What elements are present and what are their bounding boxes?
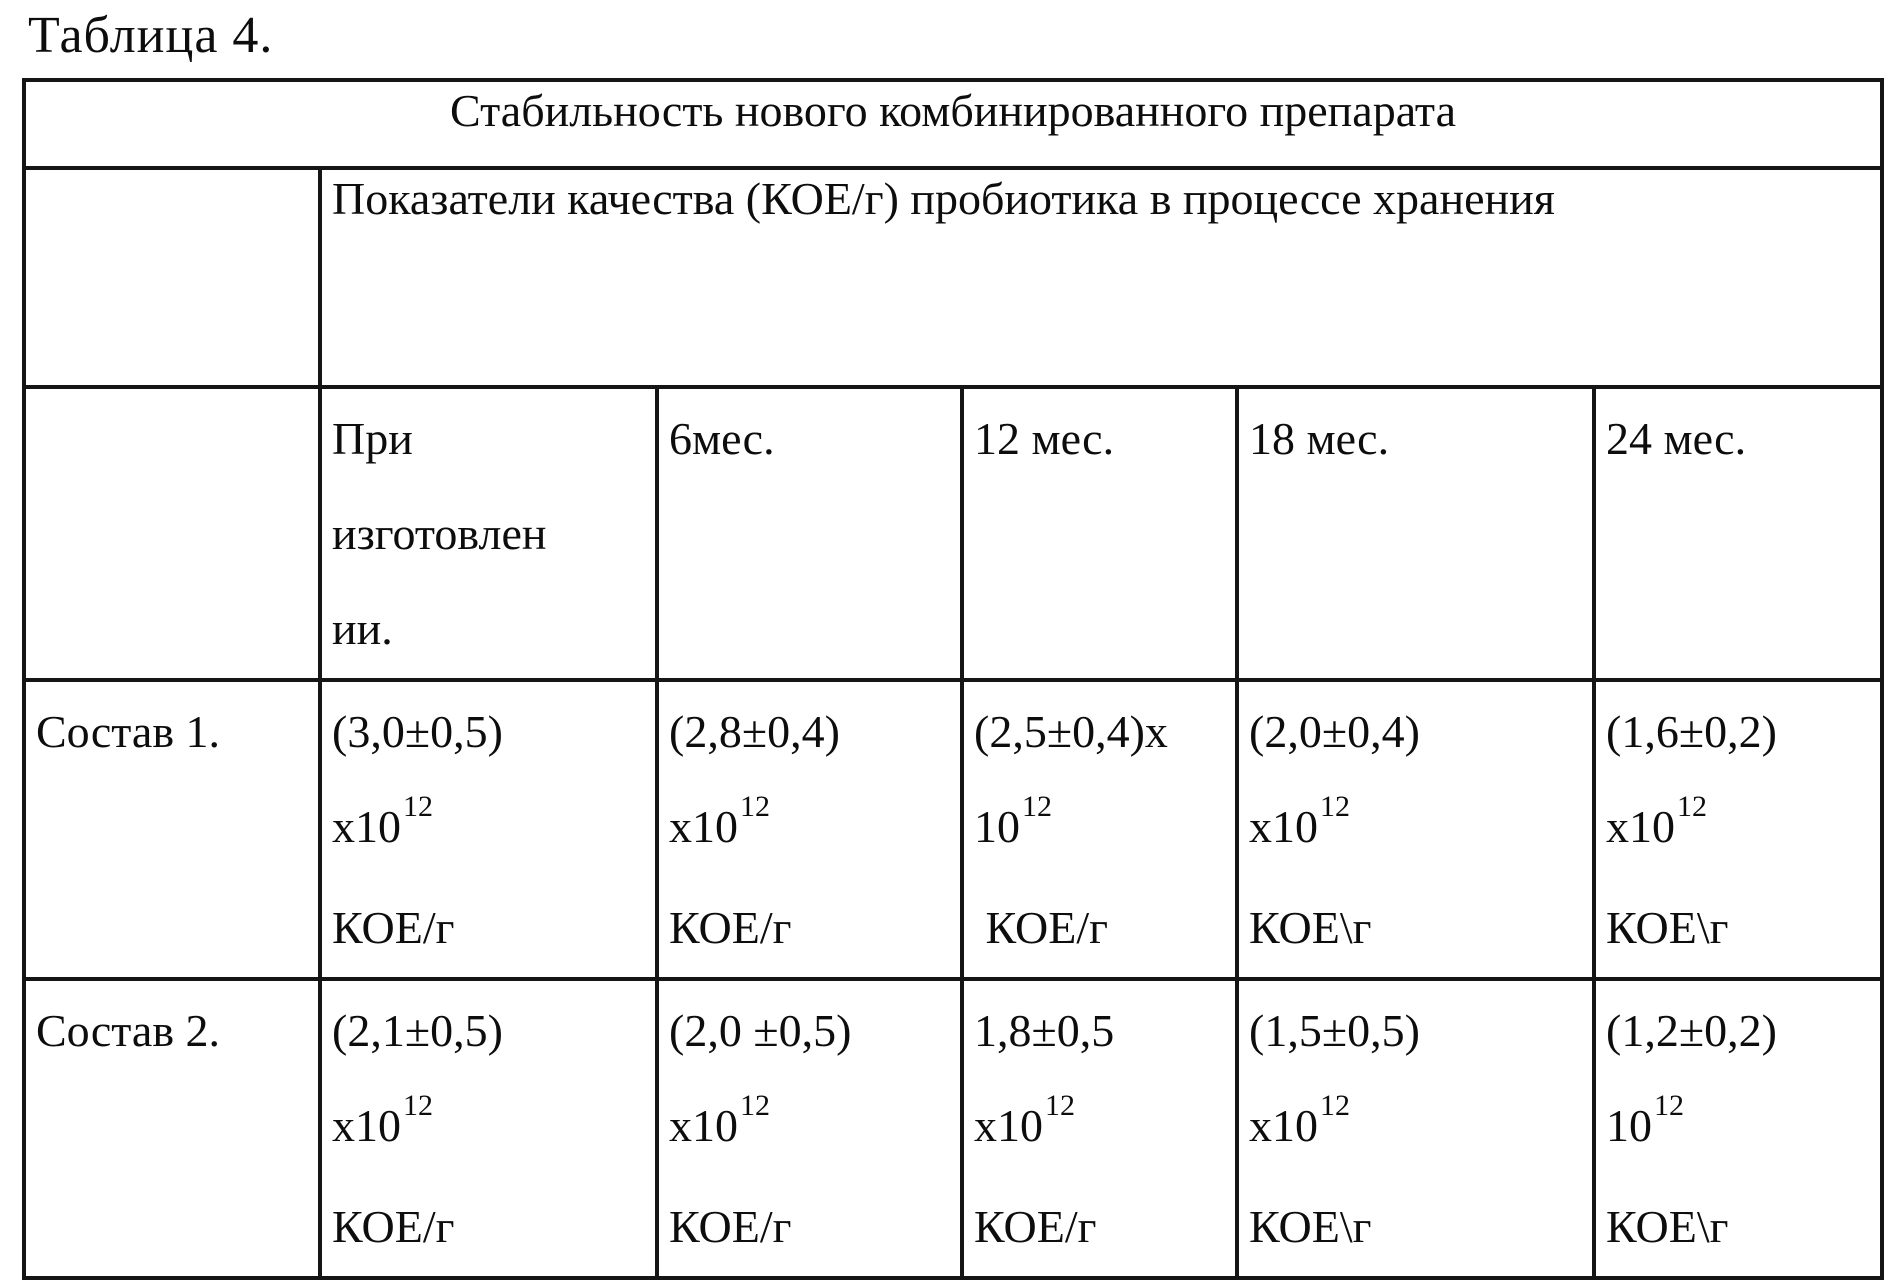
stub-cell-empty-2 — [24, 387, 320, 680]
cell-unit: КОЕ\г — [1606, 902, 1729, 953]
cell-unit: КОЕ/г — [669, 1201, 792, 1252]
cell-unit: КОЕ\г — [1249, 1201, 1372, 1252]
col-header-6-months — [657, 387, 962, 680]
power-base: х10 — [974, 1100, 1043, 1151]
cell-power — [1249, 779, 1582, 880]
cell-value: (2,1±0,5) — [332, 1005, 503, 1056]
header-line: ии. — [332, 603, 393, 654]
cell-power — [669, 1078, 950, 1179]
power-exponent: 12 — [403, 1089, 433, 1122]
cell-unit: КОЕ/г — [974, 902, 1109, 953]
header-line: При — [332, 413, 413, 464]
power-exponent: 12 — [1022, 790, 1052, 823]
cell-value: (3,0±0,5) — [332, 706, 503, 757]
power-exponent: 12 — [1677, 790, 1707, 823]
cell-power — [332, 779, 645, 880]
header-line: 24 мес. — [1606, 413, 1747, 464]
power-base: 10 — [1606, 1100, 1652, 1151]
cell-power — [669, 779, 950, 880]
cell-power — [974, 1078, 1225, 1179]
power-exponent: 12 — [1654, 1089, 1684, 1122]
cell-power — [974, 779, 1225, 880]
row-label-text: Состав 2. — [36, 1005, 221, 1056]
cell-value: 1,8±0,5 — [974, 1005, 1115, 1056]
cell-value: (1,6±0,2) — [1606, 706, 1777, 757]
cell-sostav2-6-months — [657, 979, 962, 1278]
cell-power — [1606, 1078, 1870, 1179]
cell-sostav1-6-months — [657, 680, 962, 979]
header-line: изготовлен — [332, 508, 547, 559]
cell-power — [1606, 779, 1870, 880]
power-exponent: 12 — [1320, 1089, 1350, 1122]
cell-sostav2-24-months — [1594, 979, 1882, 1278]
power-base: х10 — [1606, 801, 1675, 852]
power-exponent: 12 — [740, 1089, 770, 1122]
cell-sostav1-at-manufacture — [320, 680, 657, 979]
cell-power — [1249, 1078, 1582, 1179]
table-subheader: Показатели качества (КОЕ/г) пробиотика в процессе хранения — [320, 168, 1882, 387]
col-header-at-manufacture — [320, 387, 657, 680]
power-base: х10 — [1249, 1100, 1318, 1151]
cell-unit: КОЕ/г — [974, 1201, 1097, 1252]
power-exponent: 12 — [740, 790, 770, 823]
col-header-18-months — [1237, 387, 1594, 680]
power-base: х10 — [669, 801, 738, 852]
cell-unit: КОЕ/г — [669, 902, 792, 953]
power-exponent: 12 — [1045, 1089, 1075, 1122]
power-base: х10 — [332, 801, 401, 852]
header-line: 12 мес. — [974, 413, 1115, 464]
cell-unit: КОЕ\г — [1606, 1201, 1729, 1252]
col-header-12-months — [962, 387, 1237, 680]
header-line: 18 мес. — [1249, 413, 1390, 464]
power-base: х10 — [1249, 801, 1318, 852]
cell-value: (1,2±0,2) — [1606, 1005, 1777, 1056]
cell-unit: КОЕ/г — [332, 1201, 455, 1252]
power-exponent: 12 — [1320, 790, 1350, 823]
cell-sostav1-18-months — [1237, 680, 1594, 979]
cell-sostav2-at-manufacture — [320, 979, 657, 1278]
cell-sostav2-18-months — [1237, 979, 1594, 1278]
stability-table — [22, 78, 1884, 1280]
cell-value: (1,5±0,5) — [1249, 1005, 1420, 1056]
power-base: 10 — [974, 801, 1020, 852]
row-label-sostav-2 — [24, 979, 320, 1278]
stub-cell-empty — [24, 168, 320, 387]
header-line: 6мес. — [669, 413, 775, 464]
cell-sostav2-12-months — [962, 979, 1237, 1278]
cell-power — [332, 1078, 645, 1179]
cell-value: (2,5±0,4)х — [974, 706, 1168, 757]
cell-sostav1-12-months — [962, 680, 1237, 979]
cell-value: (2,0 ±0,5) — [669, 1005, 852, 1056]
cell-value: (2,0±0,4) — [1249, 706, 1420, 757]
cell-sostav1-24-months — [1594, 680, 1882, 979]
cell-value: (2,8±0,4) — [669, 706, 840, 757]
power-exponent: 12 — [403, 790, 433, 823]
row-label-sostav-1 — [24, 680, 320, 979]
cell-unit: КОЕ\г — [1249, 902, 1372, 953]
power-base: х10 — [669, 1100, 738, 1151]
col-header-24-months — [1594, 387, 1882, 680]
row-label-text: Состав 1. — [36, 706, 221, 757]
table-title: Стабильность нового комбинированного препарата — [24, 80, 1882, 168]
power-base: х10 — [332, 1100, 401, 1151]
cell-unit: КОЕ/г — [332, 902, 455, 953]
table-caption: Таблица 4. — [28, 7, 274, 64]
